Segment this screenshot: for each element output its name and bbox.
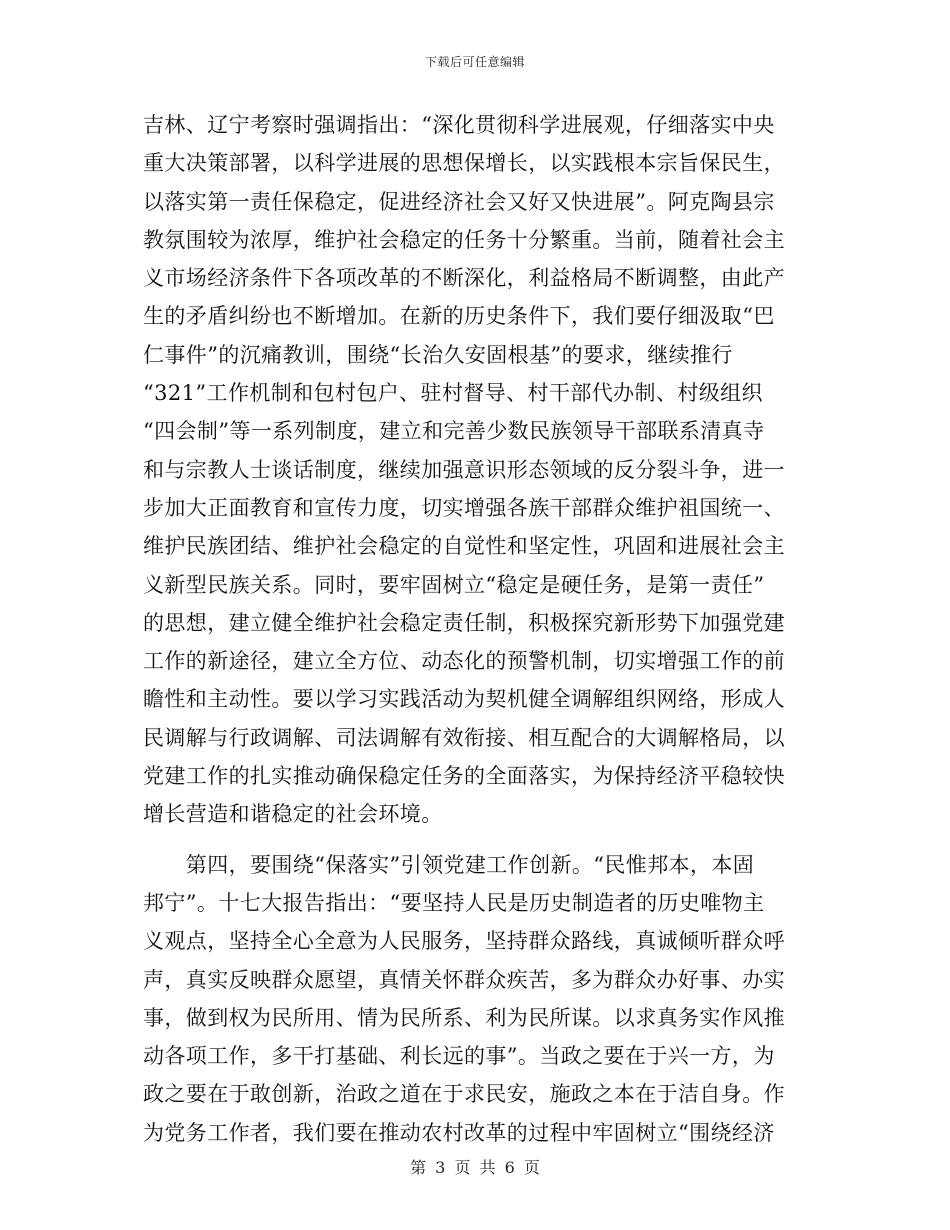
text-line: 重大决策部署，以科学进展的思想保增长，以实践根本宗旨保民生， [143, 151, 785, 176]
text-line: 动各项工作，多干打基础、利长远的事”。当政之要在于兴一方，为 [143, 1044, 775, 1069]
text-line: 步加大正面教育和宣传力度，切实增强各族干部群众维护祖国统一、 [143, 495, 785, 520]
text-line: “321”工作机制和包村包户、驻村督导、村干部代办制、村级组织 [143, 381, 763, 406]
text-line: 为党务工作者，我们要在推动农村改革的过程中牢固树立“围绕经济 [143, 1120, 775, 1145]
text-line: 民调解与行政调解、司法调解有效衔接、相互配合的大调解格局，以 [143, 725, 785, 750]
paragraph-spacer [143, 834, 803, 846]
page-number-footer: 第 3 页 共 6 页 [410, 1158, 540, 1177]
text-line: 的思想，建立健全维护社会稳定责任制，积极探究新形势下加强党建 [143, 610, 785, 635]
text-line: 生的矛盾纠纷也不断增加。在新的历史条件下，我们要仔细汲取“巴 [143, 304, 775, 329]
text-line: 以落实第一责任保稳定，促进经济社会又好又快进展”。阿克陶县宗 [143, 189, 775, 214]
text-line: 瞻性和主动性。要以学习实践活动为契机健全调解组织网络，形成人 [143, 687, 785, 712]
text-line: 增长营造和谐稳定的社会环境。 [143, 802, 443, 827]
text-line: 邦宁”。十七大报告指出：“要坚持人民是历史制造者的历史唯物主 [143, 890, 765, 915]
text-line: 声，真实反映群众愿望，真情关怀群众疾苦，多为群众办好事、办实 [143, 967, 785, 992]
page-header: 下载后可任意编辑 [424, 55, 525, 69]
text-line: 吉林、辽宁考察时强调指出：“深化贯彻科学进展观，仔细落实中央 [143, 113, 775, 137]
text-line: 党建工作的扎实推动确保稳定任务的全面落实，为保持经济平稳较快 [143, 764, 785, 789]
text-line: 维护民族团结、维护社会稳定的自觉性和坚定性，巩固和进展社会主 [143, 534, 785, 559]
paragraph-2 [143, 846, 803, 1152]
text-line: 第四，要围绕“保落实”引领党建工作创新。“民惟邦本，本固 [143, 852, 755, 877]
text-line: 教氛围较为浓厚，维护社会稳定的任务十分繁重。当前，随着社会主 [143, 227, 785, 252]
text-line: 仁事件”的沉痛教训，围绕“长治久安固根基”的要求，继续推行 [143, 342, 733, 367]
text-line: “四会制”等一系列制度，建立和完善少数民族领导干部联系清真寺 [143, 419, 765, 444]
text-line: 政之要在于敢创新，治政之道在于求民安，施政之本在于洁自身。作 [143, 1082, 785, 1107]
document-body [143, 106, 803, 1152]
paragraph-1 [143, 106, 803, 834]
text-line: 义市场经济条件下各项改革的不断深化，利益格局不断调整，由此产 [143, 266, 785, 291]
text-line: 义观点，坚持全心全意为人民服务，坚持群众路线，真诚倾听群众呼 [143, 929, 785, 954]
text-line: 和与宗教人士谈话制度，继续加强意识形态领域的反分裂斗争，进一 [143, 457, 785, 482]
text-line: 事，做到权为民所用、情为民所系、利为民所谋。以求真务实作风推 [143, 1005, 785, 1030]
text-line: 工作的新途径，建立全方位、动态化的预警机制，切实增强工作的前 [143, 649, 785, 674]
text-line: 义新型民族关系。同时，要牢固树立“稳定是硬任务，是第一责任” [143, 572, 765, 597]
